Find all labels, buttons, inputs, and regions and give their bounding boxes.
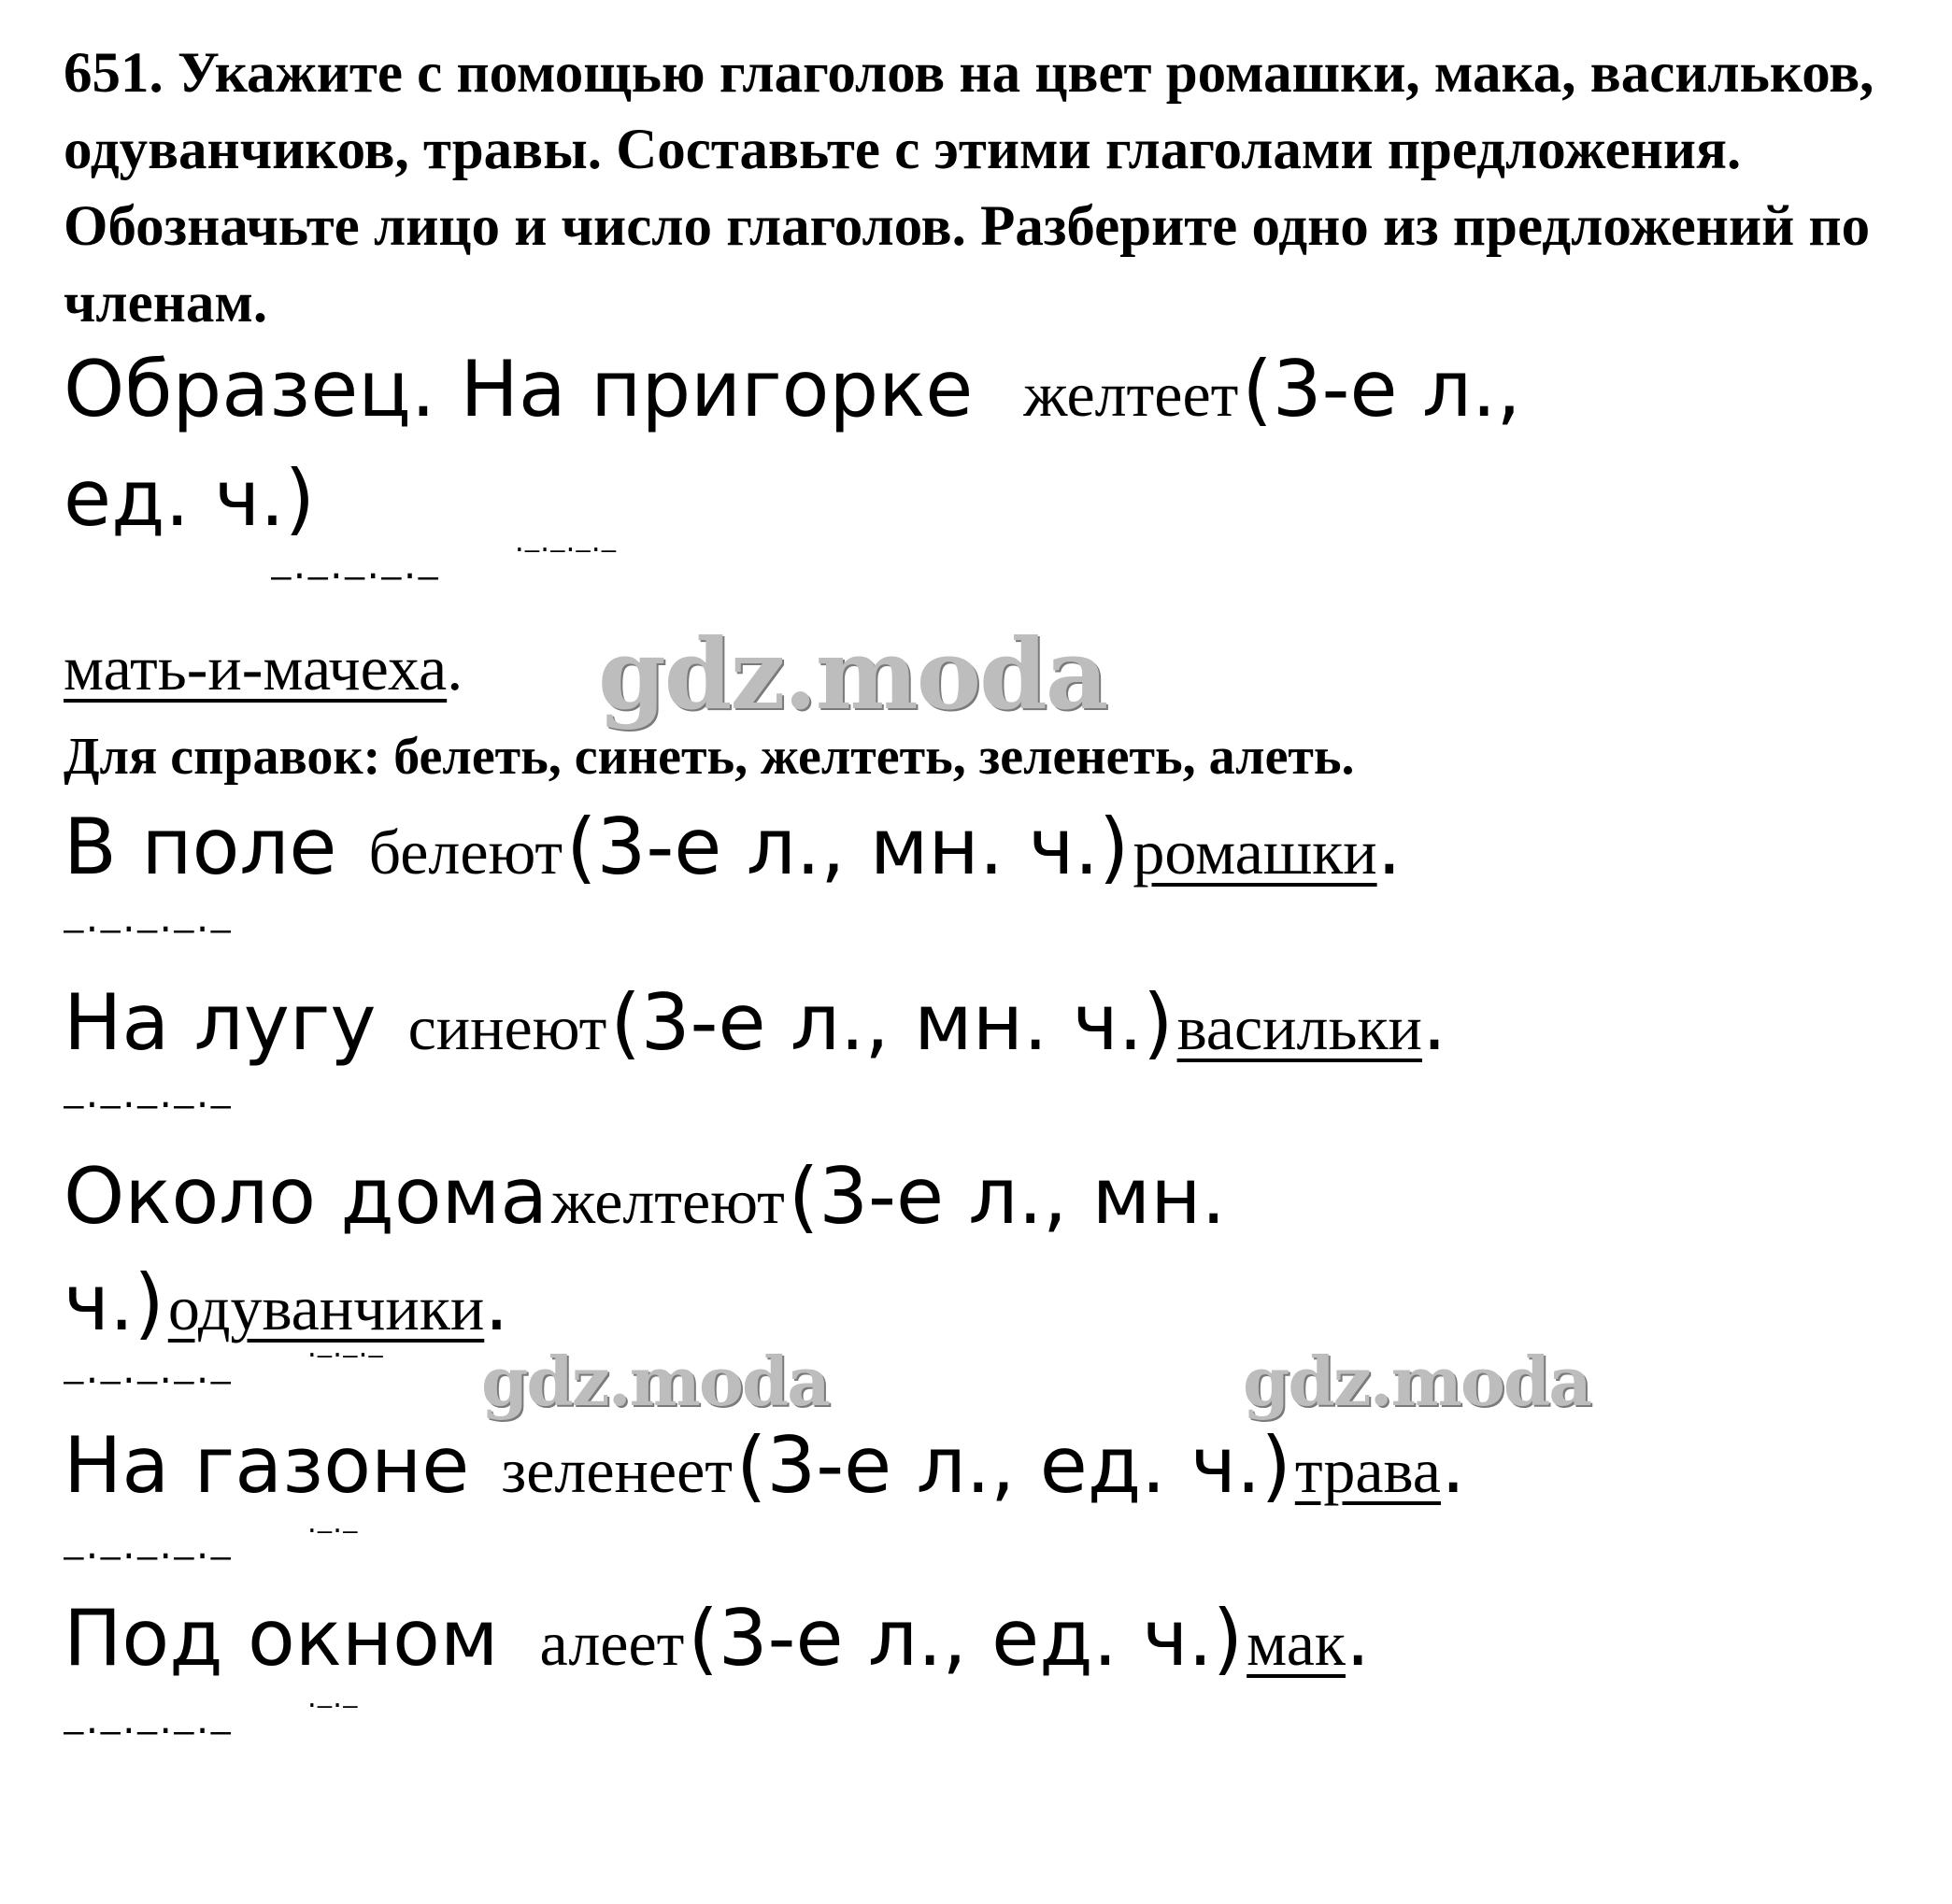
sentence-info-continued: ч.) [64, 1257, 164, 1348]
sentence-end: . [1376, 802, 1403, 892]
watermark: gdz.moda [1243, 1342, 1590, 1421]
sentence-prefix: Около дома [64, 1151, 549, 1242]
sentence-marks: –·–·–·–·– [64, 1538, 230, 1576]
sentence-verb: желтеют [551, 1166, 785, 1237]
sentence-prefix: Под окном [64, 1593, 499, 1684]
sentence-info: (3-е л., мн. ч.) [610, 977, 1174, 1068]
sentence-subject: трава [1294, 1435, 1441, 1506]
sentence-info: (3-е л., ед. ч.) [688, 1593, 1244, 1684]
sentence-prefix: В поле [64, 802, 337, 892]
sentence-end: . [1345, 1593, 1371, 1684]
reference-line: Для справок: белеть, синеть, желтеть, зеленеть, алеть. [64, 728, 1355, 786]
sentence-marks: –·–·–·–·– [64, 911, 230, 949]
sentence-end: . [1440, 1420, 1466, 1511]
sentence-marks: –·–·–·–·– [64, 1712, 230, 1751]
example-verb: желтеет [1023, 359, 1239, 430]
sentence-5 [64, 1593, 1370, 1684]
sentence-prefix: На лугу [64, 977, 377, 1068]
example-subject: мать-и-мачеха [64, 632, 448, 703]
object-underline: ·–·–·– [305, 1342, 381, 1370]
example-line-2 [64, 453, 315, 544]
sentence-prefix: На газоне [64, 1420, 470, 1511]
object-underline: ·–·–·–·– [512, 536, 615, 564]
predicate-underline: –·–·–·–·– [271, 558, 437, 596]
sentence-3-line-2 [64, 1257, 509, 1348]
sentence-end: . [1421, 977, 1447, 1068]
sentence-marks: –·–·–·–·– [64, 1362, 230, 1400]
sentence-4 [64, 1420, 1465, 1511]
sentence-verb: белеют [368, 817, 563, 888]
sentence-subject: ромашки [1133, 817, 1377, 888]
sentence-3 [64, 1151, 1226, 1242]
sentence-subject: одуванчики [167, 1272, 485, 1343]
task-text: 651. Укажите с помощью глаголов на цвет ромашки, мака, васильков, одуванчиков, травы. Составьте с этими глаголами предложения. Обозначьте лицо и число глаголов. Разберите одно из предложений по членам. [64, 42, 1874, 334]
object-underline: ·–·– [305, 1692, 356, 1720]
example-line-3 [64, 632, 463, 705]
sentence-info: (3-е л., ед. ч.) [736, 1420, 1291, 1511]
sentence-1 [64, 802, 1402, 892]
sentence-verb: зеленеет [501, 1435, 734, 1506]
sentence-marks: –·–·–·–·– [64, 1087, 230, 1125]
example-period: . [447, 632, 463, 703]
sentence-end: . [484, 1257, 509, 1348]
example-info: (3-е л., [1242, 344, 1521, 434]
watermark: gdz.moda [481, 1342, 829, 1421]
sentence-verb: синеют [407, 992, 607, 1063]
sentence-verb: алеет [539, 1608, 685, 1679]
example-number: ед. ч.) [64, 453, 316, 544]
sentence-info: (3-е л., мн. [788, 1151, 1226, 1242]
example-prefix: Образец. На пригорке [64, 344, 974, 434]
sentence-subject: мак [1247, 1608, 1346, 1679]
object-underline: ·–·– [305, 1517, 356, 1545]
watermark: gdz.moda [598, 617, 1107, 732]
example-line-1 [64, 344, 1521, 434]
sentence-2 [64, 977, 1446, 1068]
sentence-subject: васильки [1176, 992, 1422, 1063]
sentence-info: (3-е л., мн. ч.) [566, 802, 1130, 892]
